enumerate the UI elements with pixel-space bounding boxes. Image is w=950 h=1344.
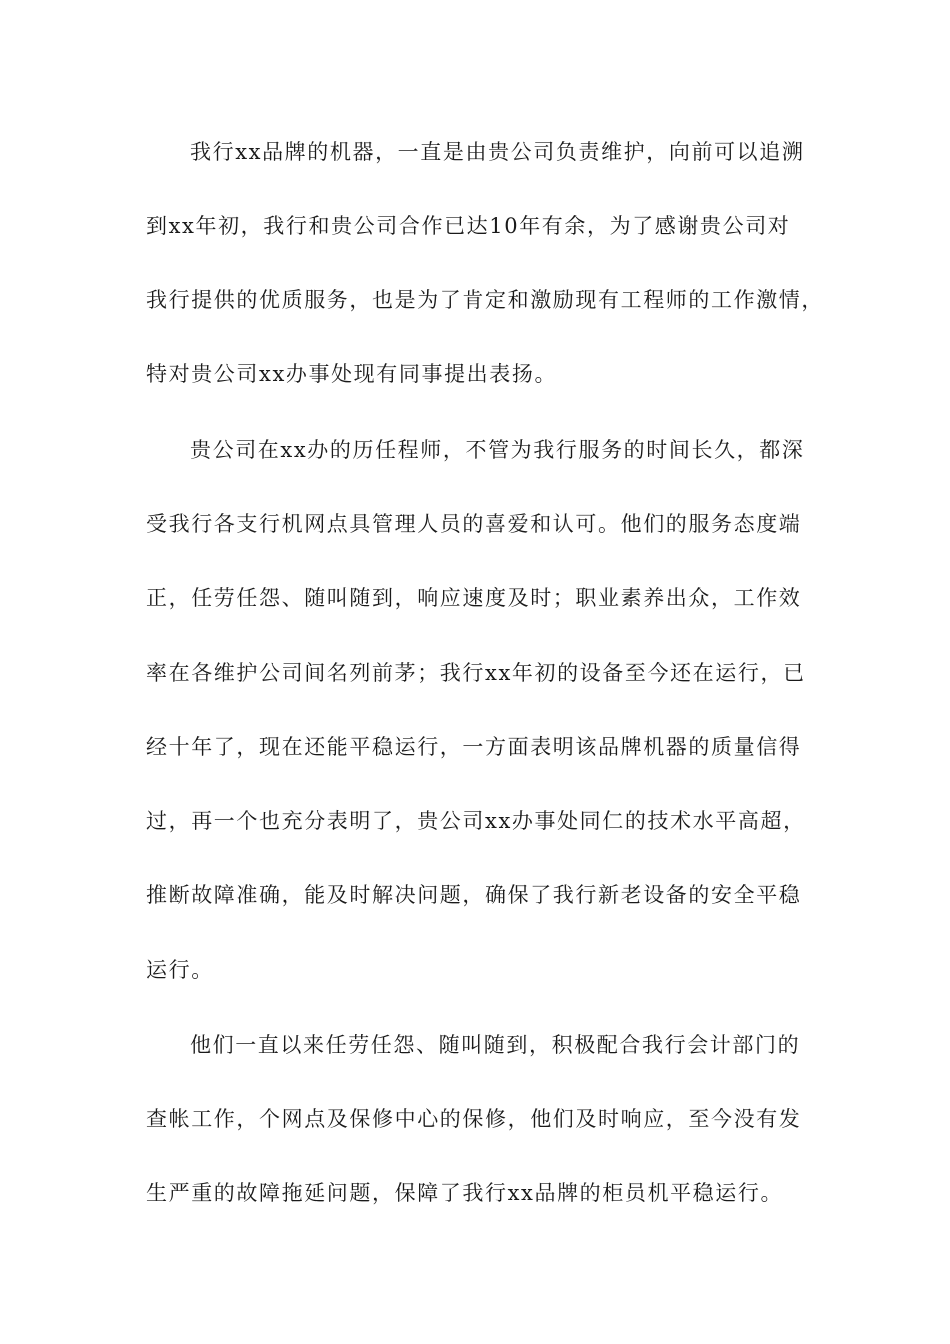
paragraph-2-line-1: 贵公司在xx办的历任程师，不管为我行服务的时间长久，都深 (190, 438, 805, 462)
paragraph-3-line-3: 生严重的故障拖延问题，保障了我行xx品牌的柜员机平稳运行。 (146, 1181, 784, 1205)
paragraph-1-line-3: 我行提供的优质服务，也是为了肯定和激励现有工程师的工作激情， (146, 288, 824, 312)
paragraph-1-line-2: 到xx年初，我行和贵公司合作已达10年有余，为了感谢贵公司对 (146, 214, 791, 238)
paragraph-1-line-4: 特对贵公司xx办事处现有同事提出表扬。 (146, 362, 558, 386)
paragraph-1-line-1: 我行xx品牌的机器，一直是由贵公司负责维护，向前可以追溯 (190, 140, 805, 164)
paragraph-3-line-1: 他们一直以来任劳任怨、随叫随到，积极配合我行会计部门的 (190, 1033, 801, 1057)
paragraph-2-line-2: 受我行各支行机网点具管理人员的喜爱和认可。他们的服务态度端 (146, 512, 802, 536)
paragraph-2-line-8: 运行。 (146, 958, 214, 982)
paragraph-3-line-2: 查帐工作，个网点及保修中心的保修，他们及时响应，至今没有发 (146, 1107, 802, 1131)
paragraph-2-line-6: 过，再一个也充分表明了，贵公司xx办事处同仁的技术水平高超， (146, 809, 806, 833)
paragraph-2-line-3: 正，任劳任怨、随叫随到，响应速度及时；职业素养出众，工作效 (146, 586, 802, 610)
paragraph-2-line-7: 推断故障准确，能及时解决问题，确保了我行新老设备的安全平稳 (146, 883, 802, 907)
paragraph-2-line-4: 率在各维护公司间名列前茅；我行xx年初的设备至今还在运行，已 (146, 661, 806, 685)
paragraph-2-line-5: 经十年了，现在还能平稳运行，一方面表明该品牌机器的质量信得 (146, 735, 802, 759)
